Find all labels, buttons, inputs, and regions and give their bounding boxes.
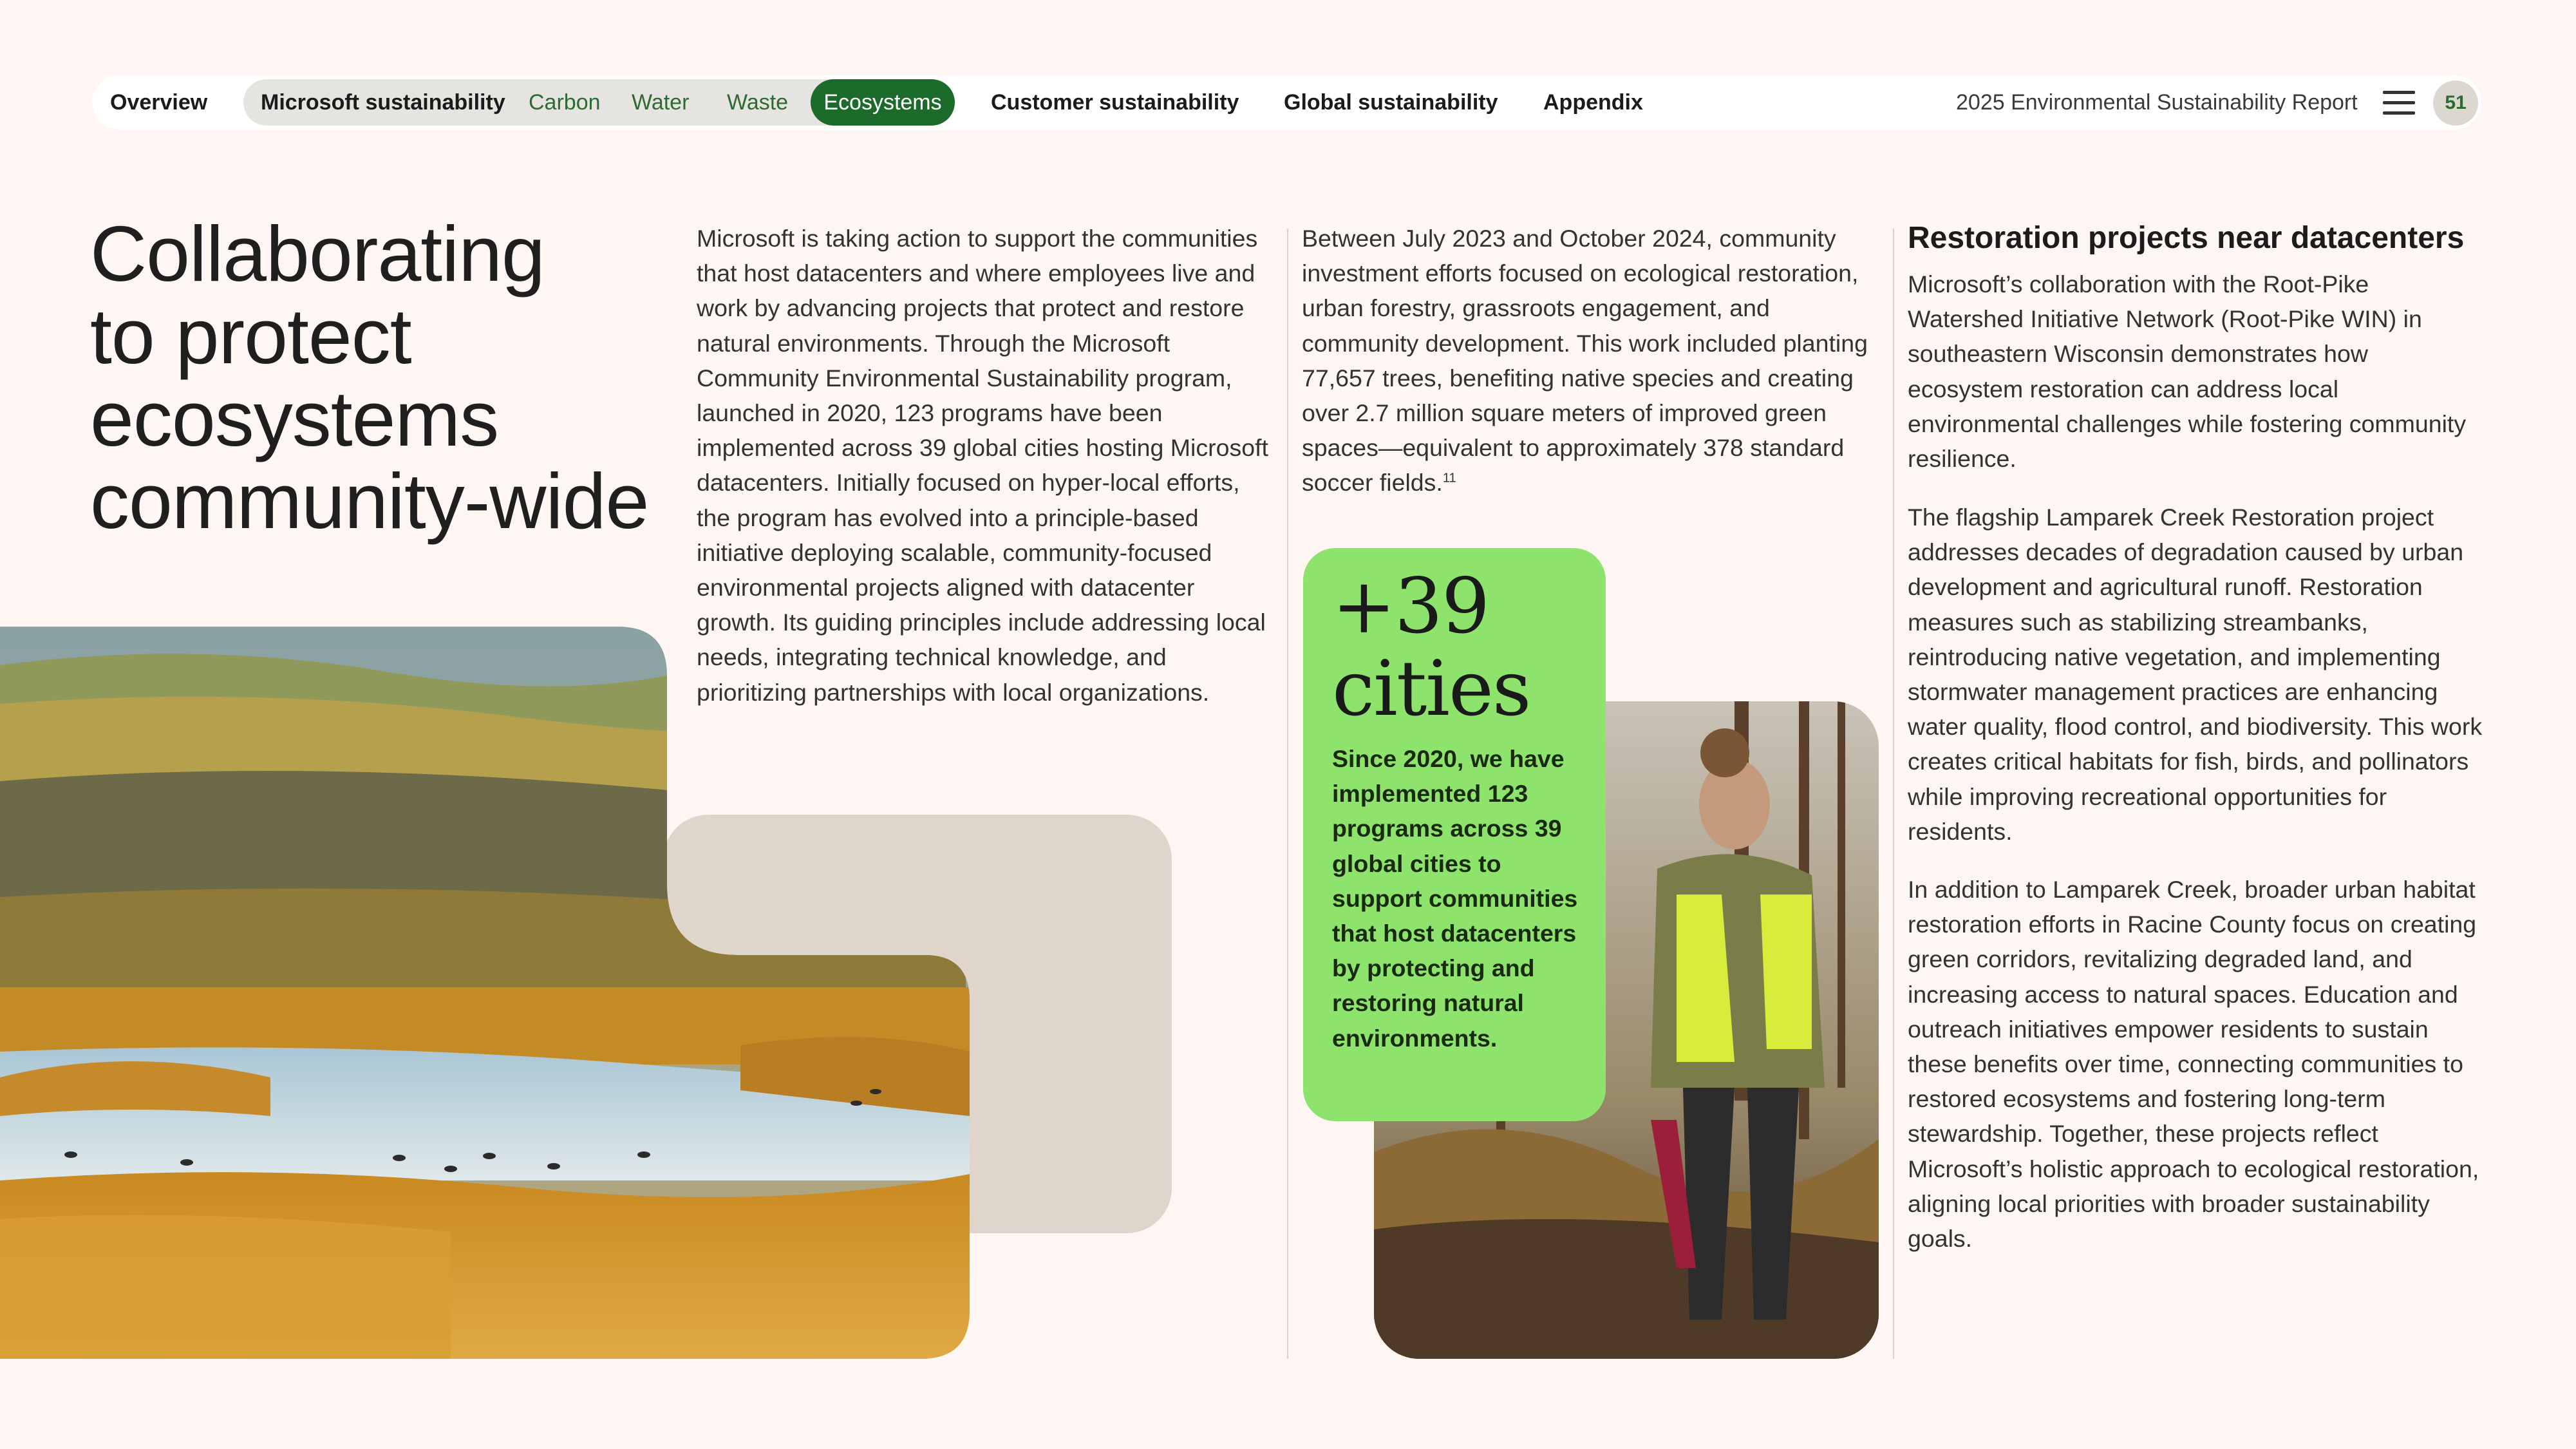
page-title-line: to protect — [90, 292, 411, 380]
restoration-section — [1908, 219, 2487, 258]
nav-customer-sustainability[interactable]: Customer sustainability — [991, 90, 1239, 115]
page-title-line: community-wide — [90, 457, 649, 545]
page-title-line: ecosystems — [90, 375, 499, 462]
column-divider — [1893, 229, 1894, 1359]
stat-headline — [1332, 562, 1603, 733]
page-title — [90, 210, 670, 545]
stat-callout-card — [1303, 548, 1606, 1121]
column-divider — [1287, 229, 1288, 1359]
nav-microsoft-sustainability[interactable]: Microsoft sustainability — [261, 90, 505, 115]
wetland-landscape-photo — [0, 627, 970, 1359]
nav-overview[interactable]: Overview — [110, 90, 208, 115]
top-navigation-bar — [92, 75, 2481, 129]
footnote-marker[interactable]: 11 — [1442, 471, 1456, 486]
section-heading: Restoration projects near datacenters — [1908, 221, 2465, 255]
nav-carbon[interactable]: Carbon — [529, 90, 601, 115]
stat-description: Since 2020, we have implemented 123 programs across 39 global cities to support communities that host datacenters by protecting and restoring natural environments. — [1332, 745, 1578, 1052]
community-investment-paragraph — [1302, 221, 1881, 500]
nav-appendix[interactable]: Appendix — [1543, 90, 1643, 115]
nav-ecosystems-active-tab[interactable]: Ecosystems — [811, 79, 955, 126]
page-number-badge: 51 — [2433, 80, 2478, 126]
hamburger-menu-icon[interactable] — [2383, 91, 2415, 115]
restoration-paragraph-3: In addition to Lamparek Creek, broader urban habitat restoration efforts in Racine County focus on creating green corridors, revitalizing degraded land, and increasing access to natural spaces. Education and outreach initiatives empower residents to sustain these benefits over time, connecting communities to restored ecosystems and fostering long-term stewardship. Together, these projects reflect Microsoft’s holistic approach to ecological restoration, aligning local priorities with broader sustainability goals. — [1908, 876, 2479, 1253]
nav-global-sustainability[interactable]: Global sustainability — [1284, 90, 1498, 115]
restoration-paragraph-2: The flagship Lamparek Creek Restoration project addresses decades of degradation caused by urban development and agricultural runoff. Restoration measures such as stabilizing streambanks, reintroducing native vegetation, and implementing stormwater management practices are enhancing water quality, flood control, and biodiversity. This work creates critical habitats for fish, birds, and pollinators while improving recreational opportunities for residents. — [1908, 504, 2483, 845]
community-investment-text: Between July 2023 and October 2024, community investment efforts focused on ecological restoration, urban forestry, grassroots engagement, and community development. This work included planting 77,657 trees, benefiting native species and creating over 2.7 million square meters of improved green spaces—equivalent to approximately 378 standard soccer fields. — [1302, 225, 1868, 497]
page-title-line: Collaborating — [90, 210, 545, 298]
nav-waste[interactable]: Waste — [727, 90, 789, 115]
report-title: 2025 Environmental Sustainability Report — [1956, 90, 2358, 115]
intro-paragraph: Microsoft is taking action to support the communities that host datacenters and where employees live and work by advancing projects that protect and restore natural environments. Through the Microsoft Community Environmental Sustainability program, launched in 2020, 123 programs have been implemented across 39 global cities hosting Microsoft datacenters. Initially focused on hyper-local efforts, the program has evolved into a principle-based initiative deploying scalable, community-focused environmental projects aligned with datacenter growth. Its guiding principles include addressing local needs, integrating technical knowledge, and prioritizing partnerships with local organizations. — [697, 225, 1268, 706]
stat-unit: cities — [1332, 644, 1530, 733]
stat-number: +39 — [1332, 562, 1489, 650]
nav-water[interactable]: Water — [632, 90, 690, 115]
restoration-paragraph-1: Microsoft’s collaboration with the Root-Pike Watershed Initiative Network (Root-Pike WIN) in southeastern Wisconsin demonstrates how ecosystem restoration can address local environmental challenges while fostering community resilience. — [1908, 270, 2467, 473]
